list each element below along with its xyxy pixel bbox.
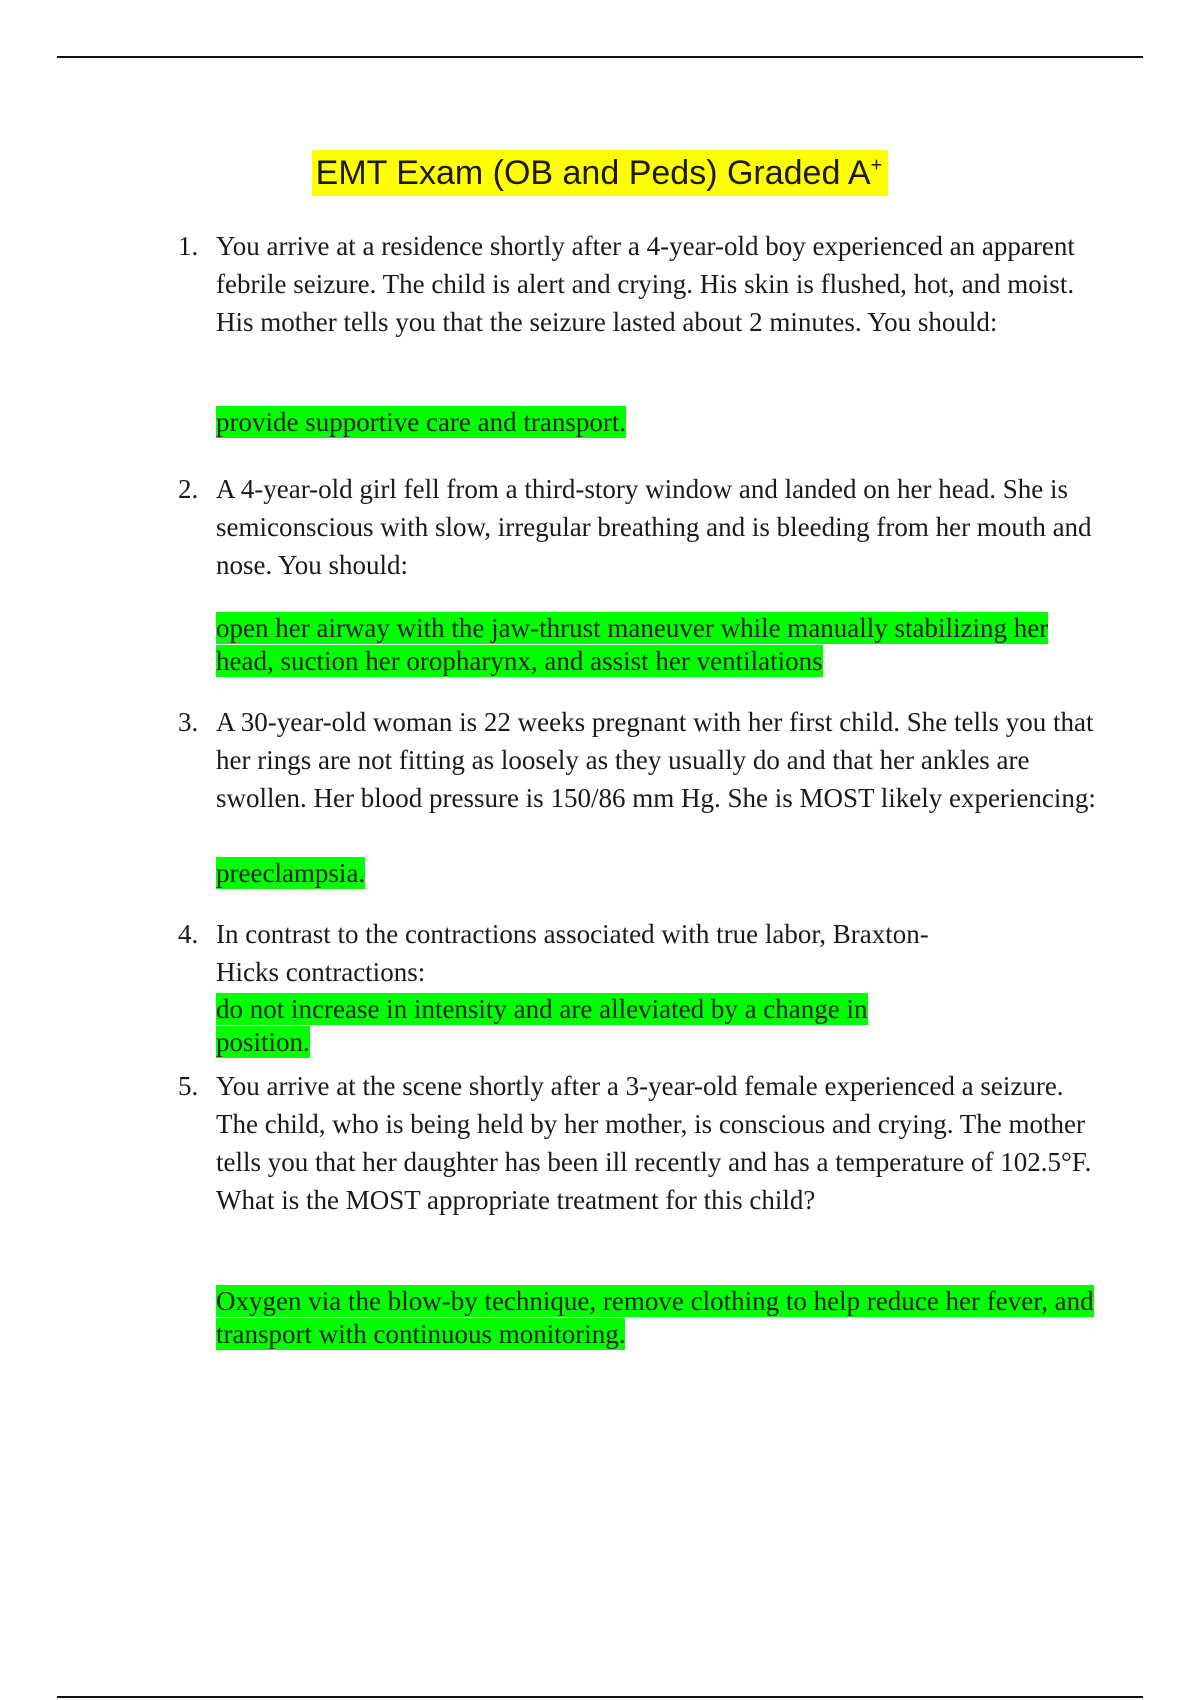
title-superscript: +: [870, 154, 883, 177]
question-text: A 4-year-old girl fell from a third-story window and landed on her head. She is semiconscious with slow, irregular breathing and is bleeding from her mouth and nose. You should:: [216, 474, 1092, 580]
answer-text: do not increase in intensity and are alleviated by a change in position.: [216, 994, 868, 1057]
question-text: You arrive at a residence shortly after a 4-year-old boy experienced an apparent febrile seizure. The child is alert and crying. His skin is flushed, hot, and moist. His mother tells you that the seizure lasted about 2 minutes. You should:: [216, 231, 1075, 337]
answer-2: [216, 612, 1096, 678]
question-1: [178, 227, 1098, 341]
title-text: EMT Exam (OB and Peds) Graded A: [315, 154, 871, 192]
question-text: You arrive at the scene shortly after a 3-year-old female experienced a seizure. The child, who is being held by her mother, is conscious and crying. The mother tells you that her daughter has been ill recently and has a temperature of 102.5°F. What is the MOST appropriate treatment for this child?: [216, 1071, 1092, 1215]
title-block: [0, 150, 1200, 196]
question-4: [178, 915, 1098, 991]
question-number: 4.: [178, 919, 199, 949]
question-3: [178, 703, 1098, 817]
answer-text: open her airway with the jaw-thrust maneuver while manually stabilizing her head, suction her oropharynx, and assist her ventilations: [216, 613, 1049, 676]
document-title: [312, 150, 889, 196]
question-2: [178, 470, 1098, 584]
question-text: A 30-year-old woman is 22 weeks pregnant with her first child. She tells you that her rings are not fitting as loosely as they usually do and that her ankles are swollen. Her blood pressure is 150/86 mm Hg. She is MOST likely experiencing:: [216, 707, 1096, 813]
question-number: 3.: [178, 707, 199, 737]
answer-text: preeclampsia.: [216, 858, 366, 888]
question-number: 2.: [178, 474, 199, 504]
top-rule: [57, 56, 1143, 58]
answer-5: [216, 1285, 1096, 1351]
answer-1: [216, 406, 1096, 439]
question-5: [178, 1067, 1098, 1219]
bottom-rule: [57, 1696, 1143, 1698]
question-number: 1.: [178, 231, 199, 261]
answer-3: [216, 857, 1096, 890]
answer-4: [216, 993, 916, 1059]
question-text: In contrast to the contractions associated with true labor, Braxton-Hicks contractions:: [216, 919, 929, 987]
answer-text: provide supportive care and transport.: [216, 407, 627, 437]
question-number: 5.: [178, 1071, 199, 1101]
answer-text: Oxygen via the blow-by technique, remove clothing to help reduce her fever, and transport with continuous monitoring.: [216, 1286, 1094, 1349]
